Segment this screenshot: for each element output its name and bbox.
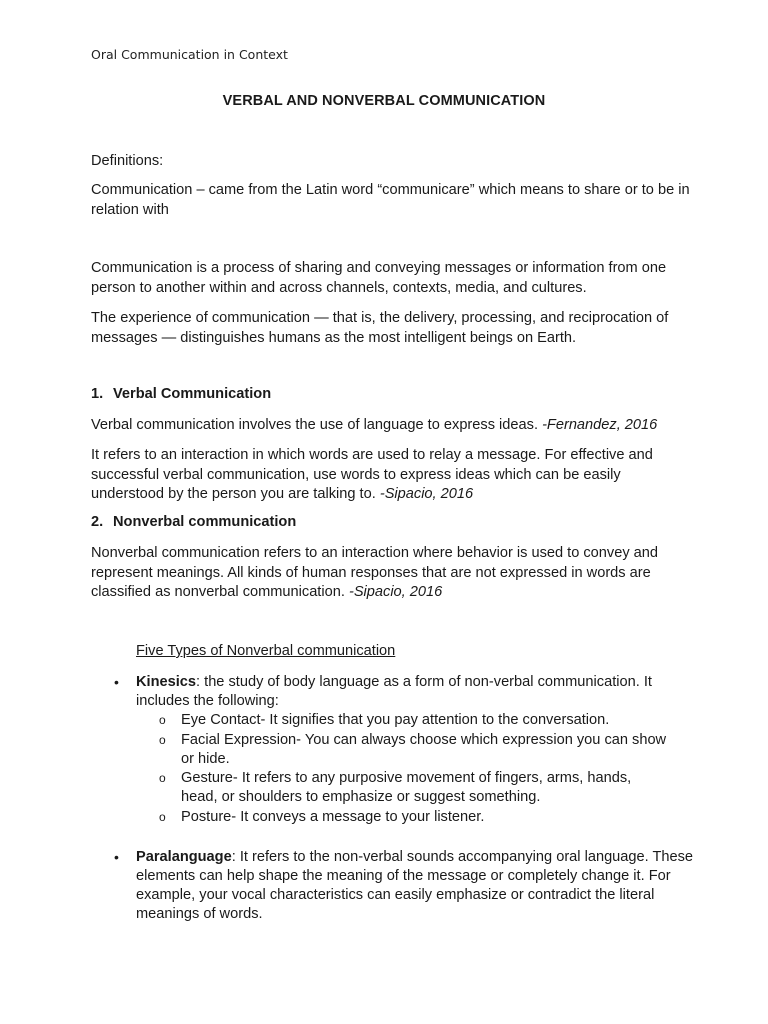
bullet-term: Paralanguage [136,849,232,865]
definitions-label-text: Definitions: [91,153,164,169]
bullet-term: Kinesics [136,674,197,690]
bullet-icon: • [114,674,119,690]
types-subheading: Five Types of Nonverbal communication [136,643,396,659]
definition-text-3: The experience of communication — that is, the delivery, processing, and reciprocation of messages — distinguishes humans as the most intelligent beings on Earth. [91,310,669,346]
definition-text-1: Communication – came from the Latin word “communicare” which means to share or to be in relation with [91,182,690,218]
sub-item-facial-expression: Facial Expression- You can always choose which expression you can show or hide. [181,732,667,767]
bullet-paralanguage [136,848,696,924]
running-header: Oral Communication in Context [91,47,288,62]
section-heading-nonverbal [91,514,296,530]
bullet-kinesics [136,673,696,711]
section-number: 2. [91,514,104,530]
bullet-text: : It refers to the non-verbal sounds accompanying oral language. These elements can help shape the meaning of the message or completely change it. For example, your vocal characteristics can easily emphasize or contradict the literal meanings of words. [136,849,694,922]
definition-text-2: Communication is a process of sharing and conveying messages or information from one person to another within and across channels, contexts, media, and cultures. [91,260,667,296]
sub-bullet-icon: o [159,771,166,785]
sub-item-eye-contact: Eye Contact- It signifies that you pay attention to the conversation. [181,712,610,728]
nonverbal-paragraph-1 [91,544,691,603]
paragraph-text: It refers to an interaction in which words are used to relay a message. For effective and successful verbal communication, use words to express ideas which can be easily understood by the person you are talking to. [91,447,653,502]
paragraph-text: Verbal communication involves the use of language to express ideas. [91,417,543,433]
document-title: VERBAL AND NONVERBAL COMMUNICATION [222,93,546,109]
section-heading-verbal [91,386,271,402]
verbal-paragraph-1 [91,416,691,436]
section-number: 1. [91,386,104,402]
definitions-label [91,152,691,172]
bullet-icon: • [114,849,119,865]
citation: -Fernandez, 2016 [542,417,658,433]
section-heading-text: Verbal Communication [113,386,272,402]
definition-paragraph-1 [91,181,691,220]
definition-paragraph-2 [91,259,691,298]
citation: -Sipacio, 2016 [348,584,443,600]
sub-item-posture: Posture- It conveys a message to your listener. [181,809,485,825]
paragraph-text: Nonverbal communication refers to an interaction where behavior is used to convey and represent meanings. All kinds of human responses that are not expressed in words are classified as nonverbal communication. [91,545,659,600]
sub-item-gesture: Gesture- It refers to any purposive movement of fingers, arms, hands, head, or shoulders to emphasize or suggest something. [181,770,632,805]
definition-paragraph-3 [91,309,691,348]
sub-bullet-icon: o [159,810,166,824]
sub-bullet-icon: o [159,733,166,747]
section-heading-text: Nonverbal communication [113,514,297,530]
verbal-paragraph-2 [91,446,691,505]
citation: -Sipacio, 2016 [379,486,474,502]
sub-bullet-icon: o [159,713,166,727]
bullet-text: : the study of body language as a form of non-verbal communication. It includes the following: [136,674,652,709]
